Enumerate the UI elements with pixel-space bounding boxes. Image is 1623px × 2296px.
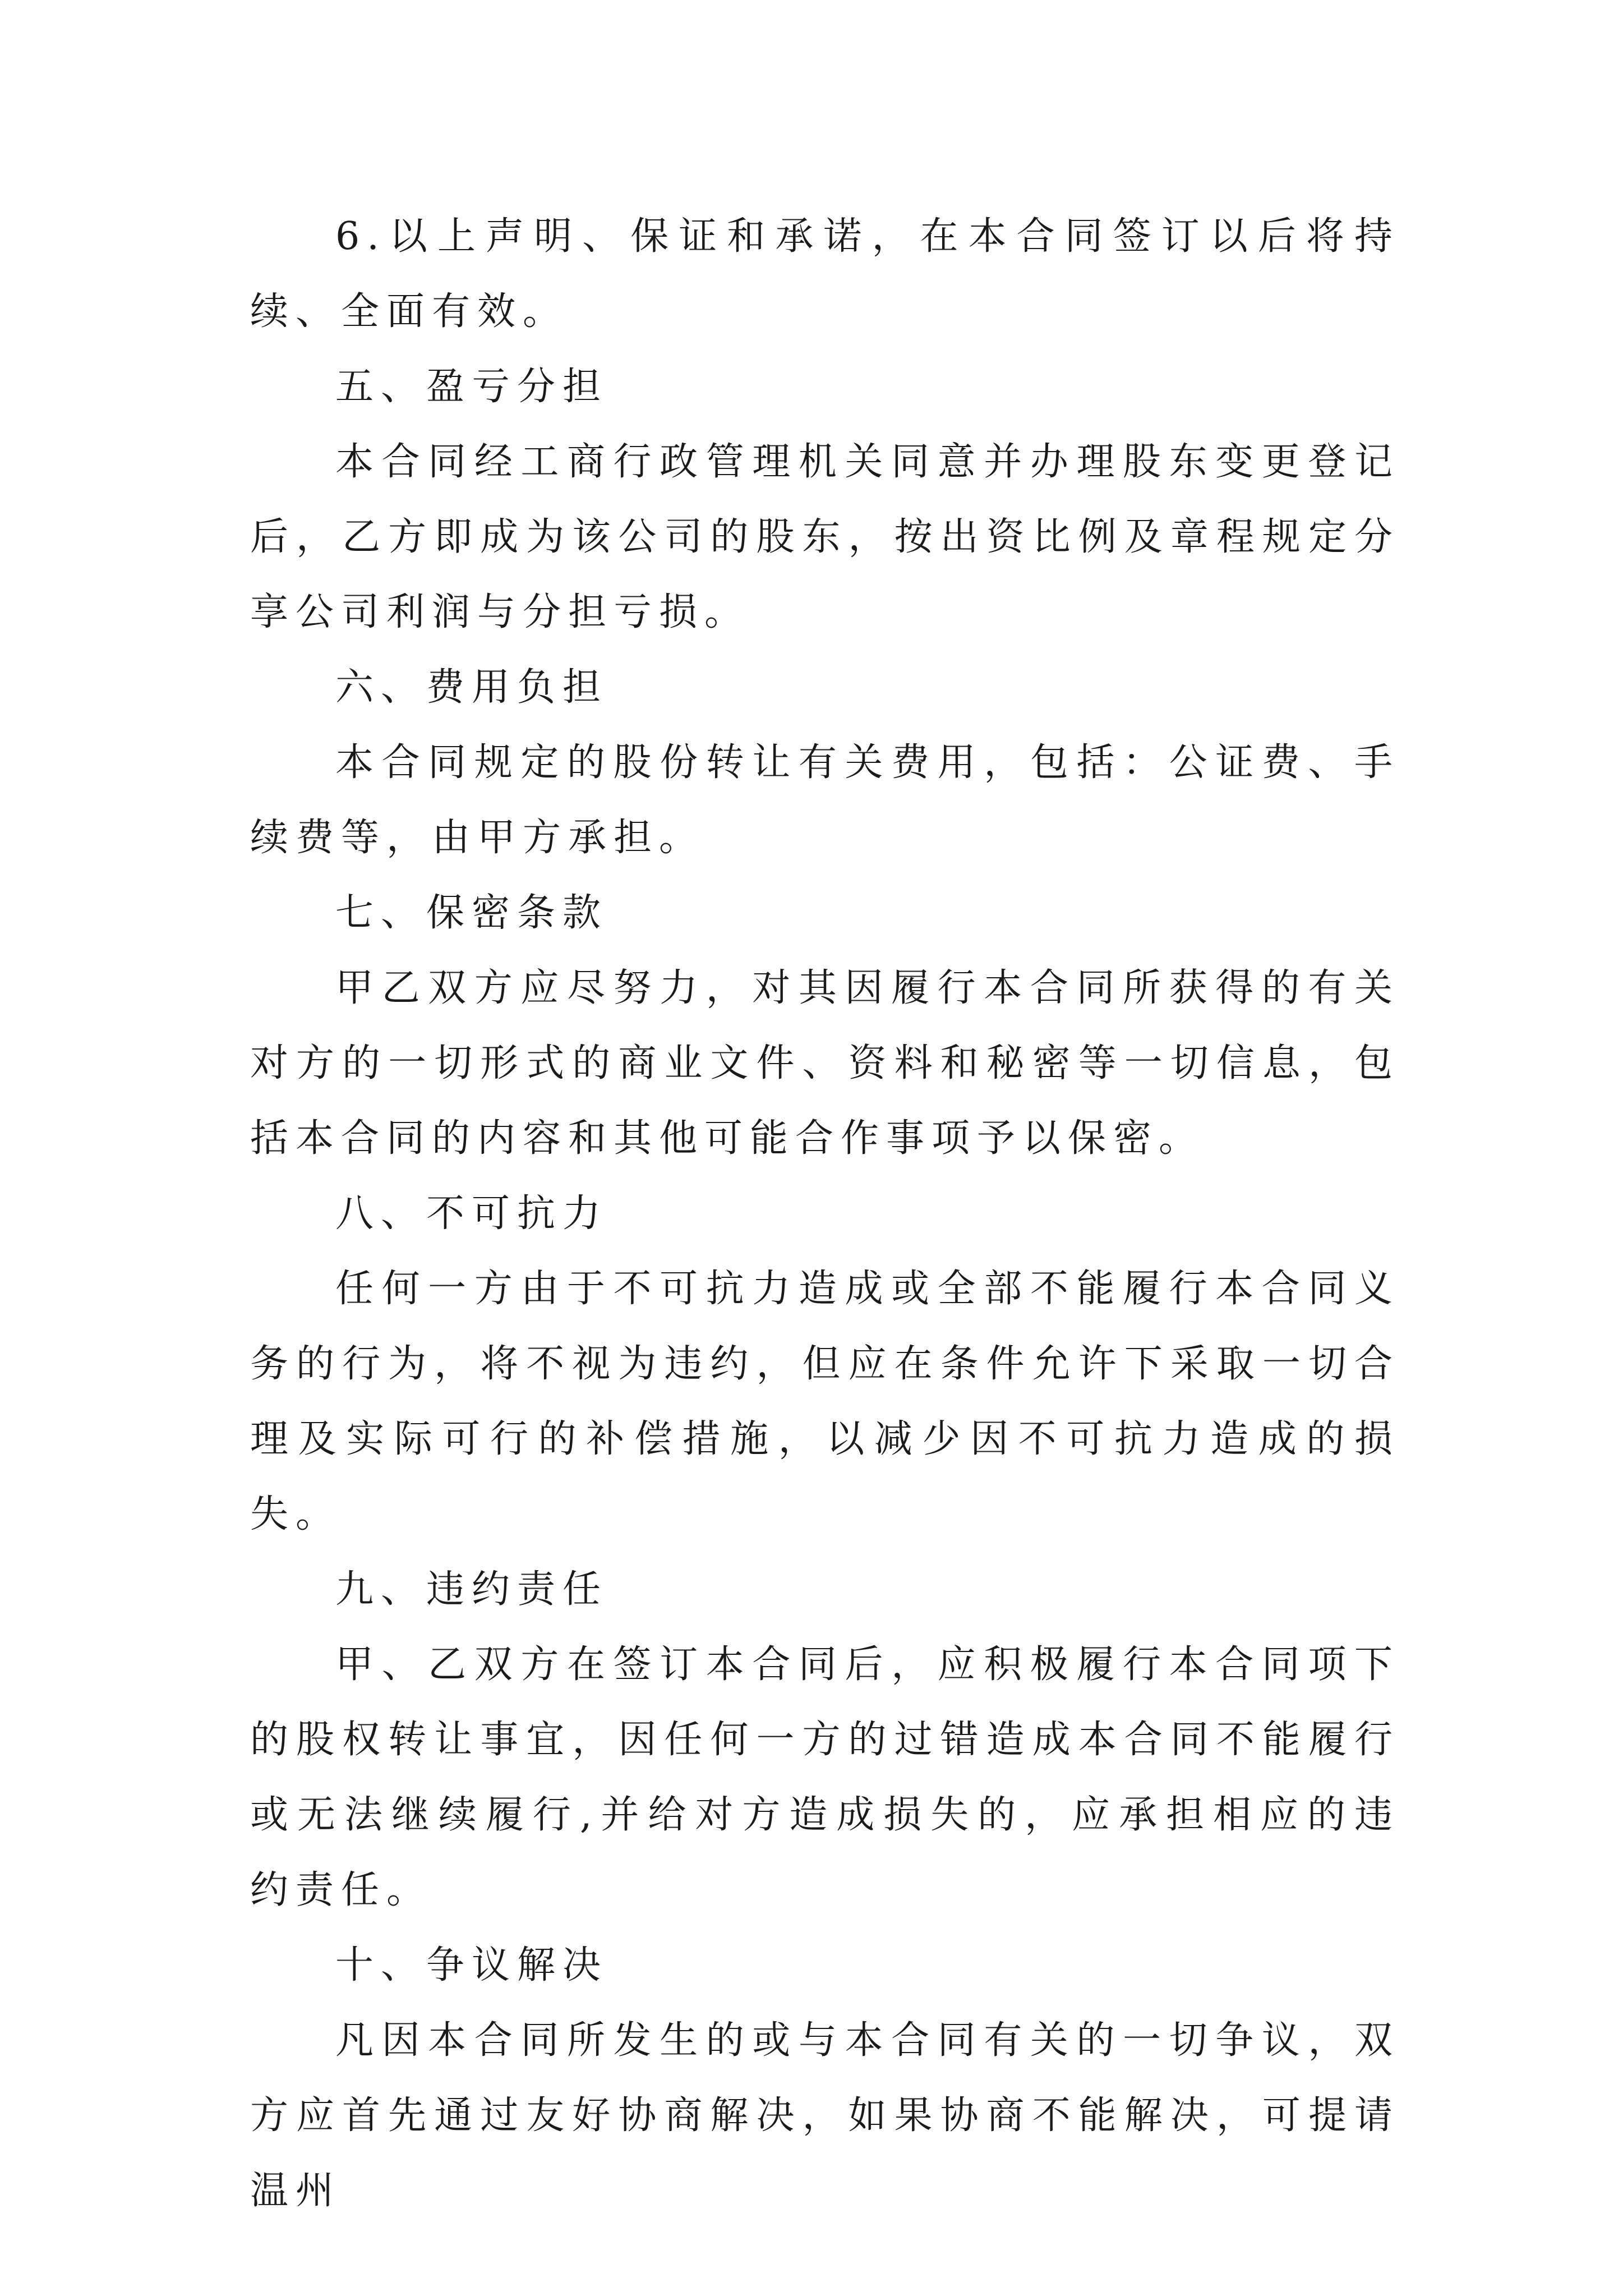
clause-profit-loss-body: 本合同经工商行政管理机关同意并办理股东变更登记后，乙方即成为该公司的股东，按出资比例及章程规定分享公司利润与分担亏损。 xyxy=(250,440,1400,634)
section-heading-expenses: 六、费用负担 xyxy=(335,665,608,710)
section-heading-dispute: 十、争议解决 xyxy=(335,1943,608,1987)
section-heading-confidentiality: 七、保密条款 xyxy=(335,891,608,935)
section-heading-force-majeure: 八、不可抗力 xyxy=(335,1191,608,1236)
clause-expenses-body: 本合同规定的股份转让有关费用，包括：公证费、手续费等，由甲方承担。 xyxy=(250,740,1400,860)
document-body xyxy=(250,199,1400,2229)
section-heading-profit-loss: 五、盈亏分担 xyxy=(335,365,608,409)
clause-dispute-body: 凡因本合同所发生的或与本合同有关的一切争议，双方应首先通过友好协商解决，如果协商不能解决，可提请温州 xyxy=(250,2018,1400,2213)
clause-breach-body: 甲、乙双方在签订本合同后，应积极履行本合同项下的股权转让事宜，因任何一方的过错造成本合同不能履行或无法继续履行,并给对方造成损失的，应承担相应的违约责任。 xyxy=(250,1642,1400,1912)
clause-confidentiality-body: 甲乙双方应尽努力，对其因履行本合同所获得的有关对方的一切形式的商业文件、资料和秘密等一切信息，包括本合同的内容和其他可能合作事项予以保密。 xyxy=(250,966,1400,1161)
clause-4-item-6: 6.以上声明、保证和承诺，在本合同签订以后将持续、全面有效。 xyxy=(250,214,1400,334)
section-heading-breach: 九、违约责任 xyxy=(335,1567,608,1612)
clause-force-majeure-body: 任何一方由于不可抗力造成或全部不能履行本合同义务的行为，将不视为违约，但应在条件允许下采取一切合理及实际可行的补偿措施，以减少因不可抗力造成的损失。 xyxy=(250,1267,1400,1536)
